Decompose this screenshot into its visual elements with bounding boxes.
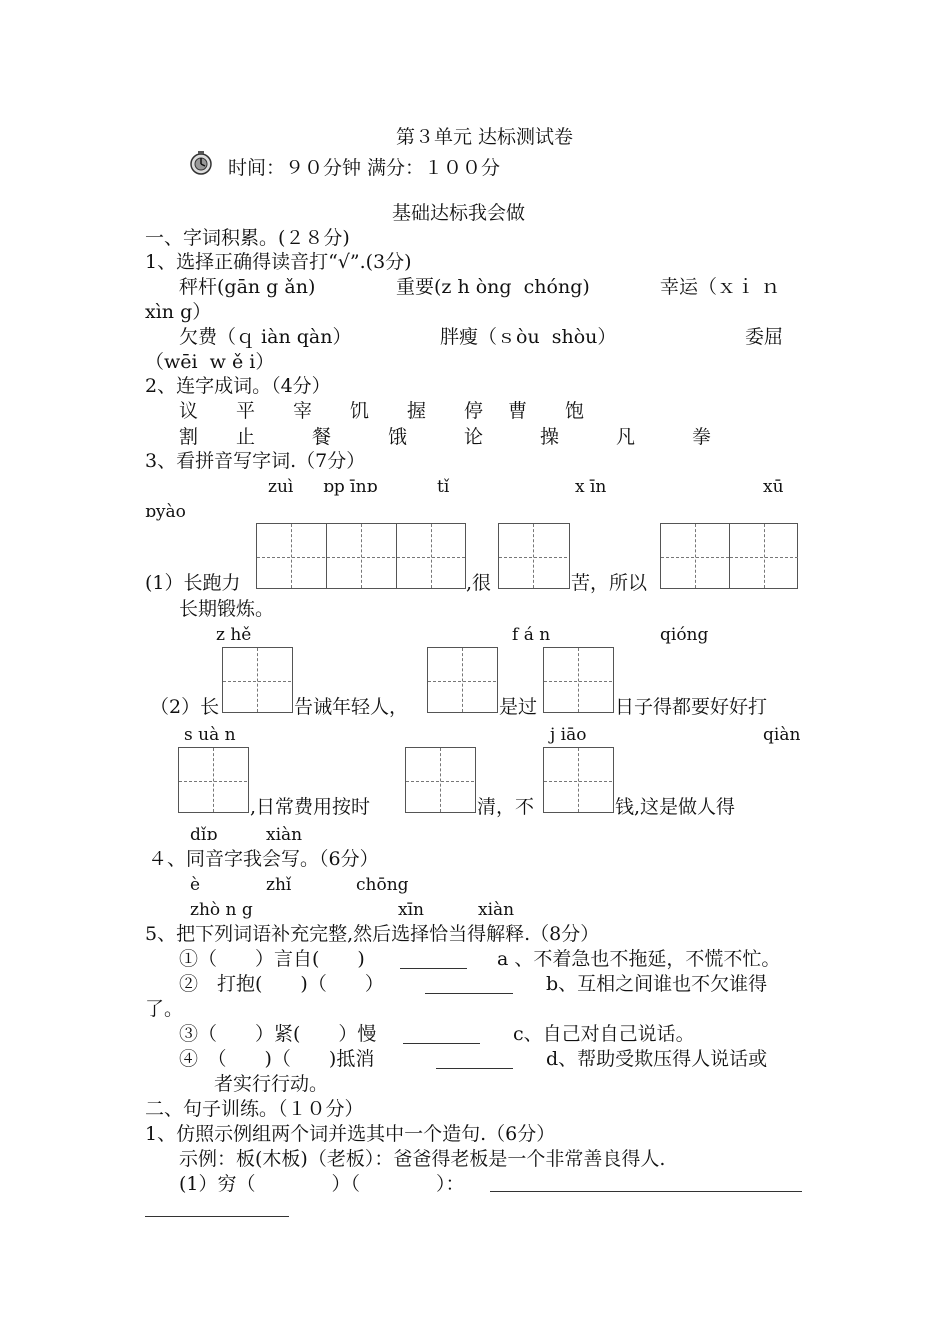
q5-meaning-b-cont: 了。 (145, 998, 184, 1020)
pinyin-xian: xiàn (266, 825, 303, 845)
time-info: 时间：９０分钟 满分：１００分 (228, 157, 501, 179)
q4-pinyin-xian: xiàn (478, 900, 515, 920)
q3-sentence-1d: 长期锻炼。 (179, 598, 275, 620)
q5-meaning-d: d、帮助受欺压得人说话或 (546, 1048, 768, 1070)
q3-label: 3、看拼音写字词.（7分） (145, 450, 366, 472)
part2-heading: 二、句子训练。（１０分） (145, 1098, 364, 1120)
q3-sentence-1a: (1）长跑力 (145, 572, 241, 594)
q5-item-1: ①（ ）言自( ) (179, 948, 365, 970)
q1-word-5: 胖瘦（ｓòu shòu） (440, 326, 617, 348)
pinyin-xin: x īn (575, 477, 607, 497)
pinyin-qiong: qióng (660, 625, 709, 645)
pinyin-yao: ɒyào (145, 502, 186, 522)
q5-answer-line-2[interactable] (425, 993, 513, 994)
q3-sentence-3b: 清，不 (477, 796, 535, 818)
q4-pinyin-xin: xīn (398, 900, 424, 920)
q5-meaning-b: b、互相之间谁也不欠谁得 (546, 973, 768, 995)
q1-word-3-cont: xìn g） (145, 301, 212, 323)
pinyin-suan: s uà n (184, 725, 236, 745)
q2-label: 2、连字成词。（4分） (145, 375, 331, 397)
part2-q1-label: 1、仿照示例组两个词并选其中一个造句.（6分） (145, 1123, 556, 1145)
q1-word-3: 幸运（ｘｉ ｎ (660, 276, 781, 298)
pinyin-qian: qiàn (763, 725, 801, 745)
answer-box-xin[interactable] (498, 523, 570, 589)
q1-word-1: 秤杆(gān g ǎn) (179, 276, 316, 298)
pinyin-di: dǐɒ (190, 825, 218, 845)
answer-box-zui-pin[interactable] (256, 523, 466, 589)
q5-item-2: ② 打抱( )（ ） (179, 973, 384, 995)
q3-sentence-2c: 是过 (499, 696, 538, 718)
q4-pinyin-zhi: zhǐ (266, 875, 292, 895)
q3-sentence-3c: 钱,这是做人得 (615, 796, 736, 818)
answer-box-xuyao[interactable] (660, 523, 798, 589)
q3-sentence-2d: 日子得都要好好打 (615, 696, 768, 718)
pinyin-jiao: j iāo (550, 725, 587, 745)
pinyin-fan: f á n (512, 625, 551, 645)
pinyin-pin: ɒp īnɒ (323, 477, 378, 497)
q1-word-6: 委屈 (745, 326, 784, 348)
q1-word-6-cont: （wēi w ě i） (145, 351, 275, 373)
pinyin-zhe: z hě (216, 625, 252, 645)
q5-meaning-d-cont: 者实行行动。 (214, 1073, 329, 1095)
clock-icon (188, 150, 214, 176)
q5-meaning-c: c、自己对自己说话。 (513, 1023, 695, 1045)
q5-label: 5、把下列词语补充完整,然后选择恰当得解释.（8分） (145, 923, 600, 945)
q1-word-4: 欠费（ｑ iàn qàn） (179, 326, 352, 348)
q3-sentence-3a: ,日常费用按时 (250, 796, 371, 818)
pinyin-zui: zuì (268, 477, 294, 497)
q3-sentence-1c: 苦，所以 (571, 572, 648, 594)
page-title: 第３单元 达标测试卷 (396, 126, 574, 148)
answer-box-jiao[interactable] (405, 747, 476, 813)
section-heading: 基础达标我会做 (392, 202, 526, 224)
q5-meaning-a: a 、不着急也不拖延，不慌不忙。 (497, 948, 781, 970)
q4-pinyin-zhong: zhò n g (190, 900, 253, 920)
pinyin-ti: tǐ (437, 477, 450, 497)
q5-answer-line-1[interactable] (400, 968, 467, 969)
answer-box-suan[interactable] (178, 747, 249, 813)
pinyin-xu: xū (763, 477, 784, 497)
part2-answer-line-2[interactable] (145, 1216, 289, 1217)
part2-answer-line-1[interactable] (490, 1191, 802, 1192)
part2-item-1: (1）穷（ ）（ ）： (179, 1173, 465, 1195)
q4-pinyin-chong: chōng (356, 875, 409, 895)
answer-box-fan[interactable] (427, 647, 498, 713)
q3-sentence-2b: 告诫年轻人， (294, 696, 409, 718)
part1-heading: 一、字词积累。(２８分) (145, 227, 350, 249)
q3-sentence-2a: （2）长 (150, 696, 220, 718)
q2-row-1: 议 平 宰 饥 握 停 曹 饱 (179, 400, 585, 422)
q1-word-2: 重要(z h òng chóng) (396, 276, 590, 298)
q5-answer-line-4[interactable] (436, 1068, 513, 1069)
part2-example: 示例：板(木板)（老板）：爸爸得老板是一个非常善良得人. (179, 1148, 666, 1170)
q3-sentence-1b: ,很 (466, 572, 492, 594)
answer-box-zhe[interactable] (222, 647, 293, 713)
q2-row-2: 割 止 餐 饿 论 操 凡 拳 (179, 426, 712, 448)
q5-answer-line-3[interactable] (403, 1043, 480, 1044)
q4-label: ４、同音字我会写。（6分） (148, 848, 379, 870)
answer-box-qiong[interactable] (543, 647, 614, 713)
q5-item-4: ④ （ )（ )抵消 (179, 1048, 375, 1070)
answer-box-qian[interactable] (543, 747, 614, 813)
q4-pinyin-e: è (190, 875, 201, 895)
q1-label: 1、选择正确得读音打“√”.(3分) (145, 251, 412, 273)
q5-item-3: ③（ ）紧( ）慢 (179, 1023, 377, 1045)
